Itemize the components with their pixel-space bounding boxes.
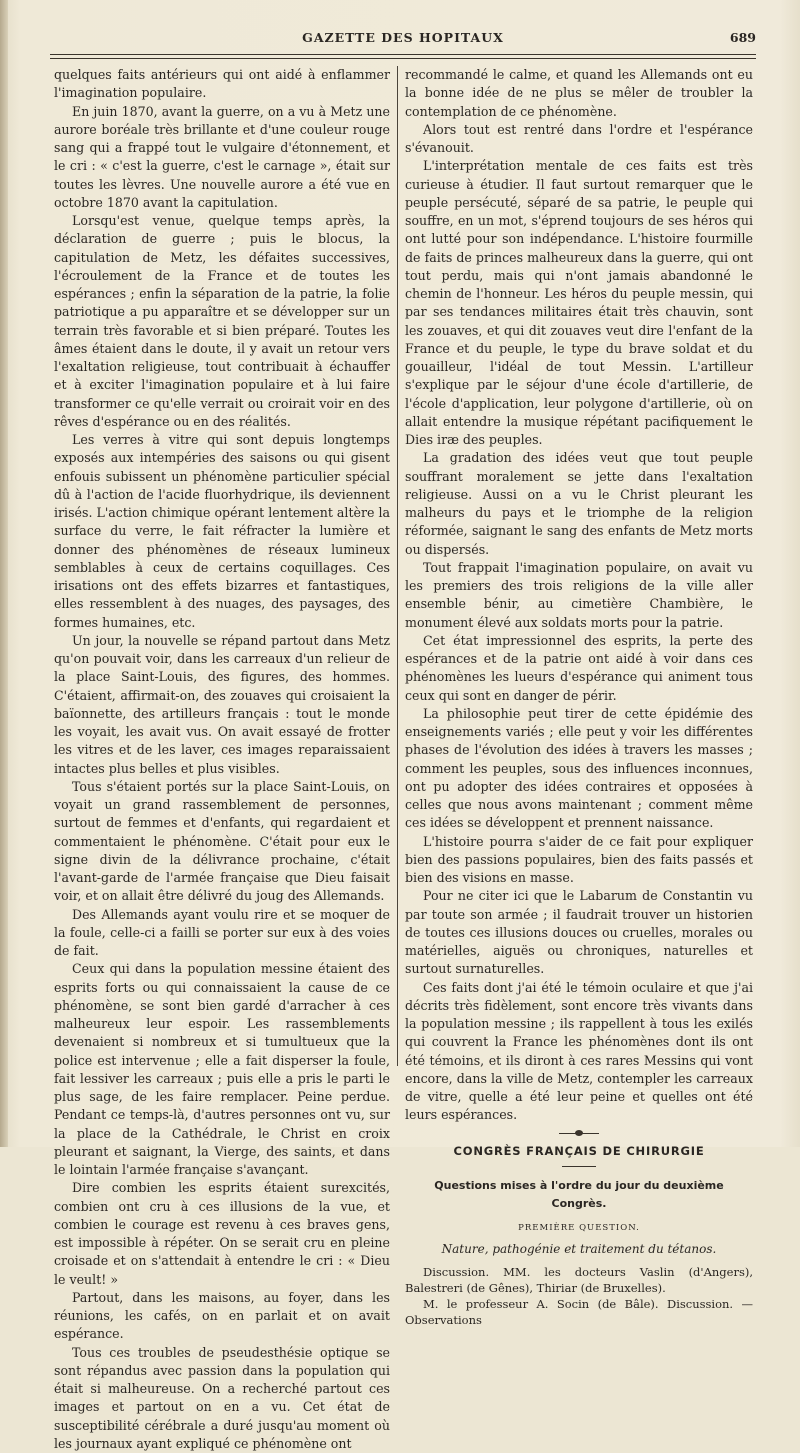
paragraph: Pour ne citer ici que le Labarum de Constantin vu par toute son armée ; il faudrait trouver un historien de toutes ces illusions douces ou cruelles, morales ou matérielles, aiguës ou chroniques, naturelles et surtout surnaturelles. xyxy=(405,887,753,978)
paragraph: Dire combien les esprits étaient surexcités, combien ont cru à ces illusions de la vue, et combien le courage est revenu à ces braves gens, est impossible à répéter. On se serait cru en pleine croisade et on s'attendait à entendre le cri : « Dieu le veult! » xyxy=(54,1179,390,1289)
paragraph: L'interprétation mentale de ces faits est très curieuse à étudier. Il faut surtout remarquer que le peuple persécuté, séparé de sa patrie, le peuple qui souffre, en un mot, s'éprend toujours de ses héros qui ont lutté pour son indépendance. L'histoire fourmille de faits de princes malheureux dans la guerre, qui ont tout perdu, mais qui n'ont jamais abandonné le chemin de l'honneur. Les héros du peuple messin, qui par ses tendances militaires était très chauvin, sont les zouaves, et qui dit zouaves veut dire l'enfant de la France et du peuple, le type du brave soldat et du gouailleur, l'idéal de tout Messin. L'artilleur s'explique par le séjour d'une école d'artillerie, de l'école d'application, leur polygone d'artillerie, où on allait entendre la musique répétant pacifiquement le Dies iræ des peuples. xyxy=(405,157,753,449)
section-title: CONGRÈS FRANÇAIS DE CHIRURGIE xyxy=(405,1142,753,1160)
page-header xyxy=(50,30,756,50)
paragraph: Tout frappait l'imagination populaire, on avait vu les premiers des trois religions de la ville aller ensemble bénir, au cimetière Chambière, le monument élevé aux soldats morts pour la patrie. xyxy=(405,559,753,632)
paragraph: Un jour, la nouvelle se répand partout dans Metz qu'on pouvait voir, dans les carreaux d'un relieur de la place Saint-Louis, des figures, des hommes. C'étaient, affirmait-on, des zouaves qui croisaient la baïonnette, des artilleurs français : tout le monde les voyait, les avait vus. On avait essayé de frotter les vitres et de les laver, ces images reparaissaient intactes plus belles et plus visibles. xyxy=(54,632,390,778)
paragraph: L'histoire pourra s'aider de ce fait pour expliquer bien des passions populaires, bien des faits passés et bien des visions en masse. xyxy=(405,833,753,888)
paragraph: Les verres à vitre qui sont depuis longtemps exposés aux intempéries des saisons ou qui gisent enfouis subissent un phénomène particulier spécial dû à l'action de l'acide fluorhydrique, ils deviennent irisés. L'action chimique opérant lentement altère la surface du verre, le fait réfracter la lumière et donner des phénomènes de réseaux lumineux semblables à ceux de certains coquillages. Ces irisations ont des effets bizarres et fantastiques, elles ressemblent à des nuages, des paysages, des formes humaines, etc. xyxy=(54,431,390,632)
paragraph: Ceux qui dans la population messine étaient des esprits forts ou qui connaissaient la cause de ce phénomène, se sont bien gardé d'arracher à ces malheureux leur espoir. Les rassemblements devenaient si nombreux et si tumultueux que la police est intervenue ; elle a fait disperser la foule, fait lessiver les carreaux ; puis elle a pris le parti le plus sage, de les faire remplacer. Peine perdue. Pendant ce temps-là, d'autres personnes ont vu, sur la place de la Cathédrale, le Christ en croix pleurant et saignant, la Vierge, des saints, et dans le lointain l'armée française s'avançant. xyxy=(54,960,390,1179)
paragraph: recommandé le calme, et quand les Allemands ont eu la bonne idée de ne plus se mêler de troubler la contemplation de ce phénomène. xyxy=(405,66,753,121)
paragraph: En juin 1870, avant la guerre, on a vu à Metz une aurore boréale très brillante et d'une couleur rouge sang qui a frappé tout le vulgaire d'étonnement, et le cri : « c'est la guerre, c'est le carnage », était sur toutes les lèvres. Une nouvelle aurore a été vue en octobre 1870 avant la capitulation. xyxy=(54,103,390,213)
paragraph: La gradation des idées veut que tout peuple souffrant moralement se jette dans l'exaltation religieuse. Aussi on a vu le Christ pleurant les malheurs du pays et le triomphe de la religion réformée, saignant le sang des enfants de Metz morts ou dispersés. xyxy=(405,449,753,559)
running-title: GAZETTE DES HOPITAUX xyxy=(50,30,756,45)
discussion-line: M. le professeur A. Socin (de Bâle). Discussion. — Observations xyxy=(405,1296,753,1328)
paragraph: Alors tout est rentré dans l'ordre et l'espérance s'évanouit. xyxy=(405,121,753,158)
section-ornament-rule xyxy=(559,1133,599,1134)
left-column xyxy=(54,66,390,1453)
paragraph: Partout, dans les maisons, au foyer, dans les réunions, les cafés, on en parlait et on avait espérance. xyxy=(54,1289,390,1344)
right-column xyxy=(405,66,753,1328)
question-theme: Nature, pathogénie et traitement du tétanos. xyxy=(405,1240,753,1258)
paragraph: quelques faits antérieurs qui ont aidé à enflammer l'imagination populaire. xyxy=(54,66,390,103)
question-number: PREMIÈRE QUESTION. xyxy=(405,1219,753,1237)
paragraph: Cet état impressionnel des esprits, la perte des espérances et de la patrie ont aidé à voir dans ces phénomènes les lueurs d'espérance qui animent tous ceux qui sont en danger de périr. xyxy=(405,632,753,705)
page-binding-edge xyxy=(0,0,8,1147)
paragraph: La philosophie peut tirer de cette épidémie des enseignements variés ; elle peut y voir les différentes phases de l'évolution des idées à travers les masses ; comment les peuples, sous des influences inconnues, ont pu adopter des idées contraires et opposées à celles que nous avons maintenant ; comment même ces idées se développent et prennent naissance. xyxy=(405,705,753,833)
paragraph: Des Allemands ayant voulu rire et se moquer de la foule, celle-ci a failli se porter sur eux à des voies de fait. xyxy=(54,906,390,961)
header-rule-double xyxy=(50,58,756,59)
title-underline xyxy=(562,1166,596,1167)
paragraph: Tous ces troubles de pseudesthésie optique se sont répandus avec passion dans la population qui était si malheureuse. On a recherché partout ces images et partout on en a vu. Cet état de susceptibilité cérébrale a duré jusqu'au moment où les journaux ayant expliqué ce phénomène ont xyxy=(54,1344,390,1453)
subsection-title: Questions mises à l'ordre du jour du deuxième Congrès. xyxy=(405,1177,753,1214)
page-number: 689 xyxy=(730,30,756,45)
header-rule xyxy=(50,54,756,55)
paragraph: Tous s'étaient portés sur la place Saint-Louis, on voyait un grand rassemblement de personnes, surtout de femmes et d'enfants, qui regardaient et commentaient le phénomène. C'était pour eux le signe divin de la délivrance prochaine, c'était l'avant-garde de l'armée française que Dieu faisait voir, et on allait être délivré du joug des Allemands. xyxy=(54,778,390,906)
column-divider xyxy=(397,66,398,1066)
paragraph: Lorsqu'est venue, quelque temps après, la déclaration de guerre ; puis le blocus, la capitulation de Metz, les défaites successives, l'écroulement de la France et de toutes les espérances ; enfin la séparation de la patrie, la folie patriotique a pu apparaître et se développer sur un terrain très favorable et si bien préparé. Toutes les âmes étaient dans le doute, il y avait un retour vers l'exaltation religieuse, tout contribuait à échauffer et à exciter l'imagination populaire et à lui faire transformer ce qu'elle verrait ou croirait voir en des rêves d'espérance ou en des réalités. xyxy=(54,212,390,431)
discussion-block xyxy=(405,1264,753,1328)
paragraph: Ces faits dont j'ai été le témoin oculaire et que j'ai décrits très fidèlement, sont encore très vivants dans la population messine ; ils rappellent à tous les exilés qui couvrent la France les phénomènes dont ils ont été témoins, et ils diront à ces rares Messins qui vont encore, dans la ville de Metz, contempler les carreaux de vitre, quelle a été leur peine et quelles ont été leurs espérances. xyxy=(405,979,753,1125)
discussion-line: Discussion. MM. les docteurs Vaslin (d'Angers), Balestreri (de Gênes), Thiriar (de Bruxelles). xyxy=(405,1264,753,1296)
